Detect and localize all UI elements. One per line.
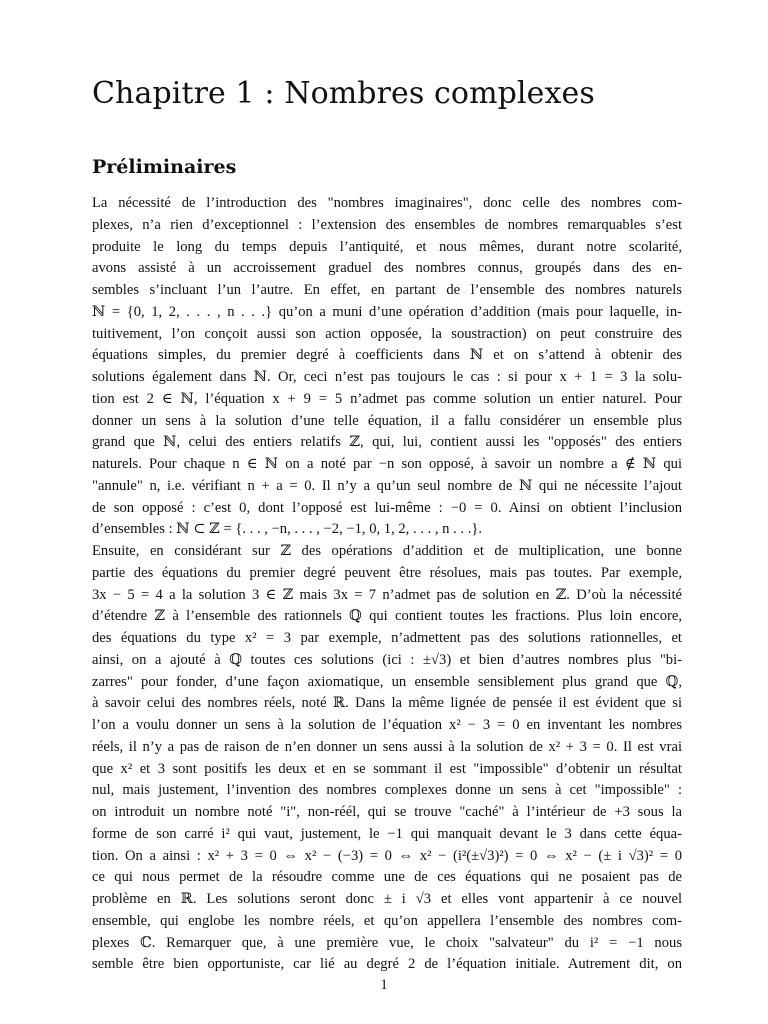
text-line: zarres" pour fonder, d’une façon axiomatique, un ensemble sensiblement plus grand que ℚ, [92, 673, 682, 690]
text-line: ce qui nous permet de la résoudre comme une de ces équations qui ne posaient pas de [92, 869, 682, 886]
text-line: réels, il n’y a pas de raison de n’en donner un sens aussi à la solution de x² + 3 = 0. Il est vrai [92, 738, 682, 755]
text-line: semble être bien opportuniste, car lié au degré 2 de l’équation initiale. Autrement dit, on [92, 956, 682, 973]
text-line: d’étendre ℤ à l’ensemble des rationnels ℚ qui contient toutes les fractions. Plus loin encore, [92, 608, 682, 625]
page-number: 1 [380, 977, 388, 993]
text-line: ℕ = {0, 1, 2, . . . , n . . .} qu’on a muni d’une opération d’addition (mais pour laquelle, in- [92, 303, 682, 320]
text-line: grand que ℕ, celui des entiers relatifs ℤ, qui, lui, contient aussi les "opposés" des entiers [92, 434, 682, 451]
text-line: 3x − 5 = 4 a la solution 3 ∈ ℤ mais 3x = 7 n’admet pas de solution en ℤ. D’où la nécessité [92, 586, 682, 603]
chapter-title: Chapitre 1 : Nombres complexes [92, 76, 595, 111]
text-line: plexes, n’a rien d’exceptionnel : l’extension des ensembles de nombres remarquables s’est [92, 216, 682, 233]
text-line: La nécessité de l’introduction des "nombres imaginaires", donc celle des nombres com- [92, 195, 682, 211]
text-line: tion. On a ainsi : x² + 3 = 0 ⇔ x² − (−3) = 0 ⇔ x² − (i²(±√3)²) = 0 ⇔ x² − (± i √3)² = 0 [92, 847, 682, 864]
text-line: forme de son carré i² qui vaut, justement, le −1 qui manquait devant le 3 dans cette équa- [92, 825, 682, 842]
text-line: ainsi, on a ajouté à ℚ toutes ces solutions (ici : ±√3) et bien d’autres nombres plus "bi- [92, 651, 682, 668]
text-line: tion est 2 ∈ ℕ, l’équation x + 9 = 5 n’admet pas comme solution un entier naturel. Pour [92, 390, 682, 407]
text-line: sembles s’incluant l’un l’autre. En effet, en partant de l’ensemble des nombres naturels [92, 282, 682, 298]
text-line: "annule" n, i.e. vérifiant n + a = 0. Il n’y a qu’un seul nombre de ℕ qui ne nécessite l’ajout [92, 477, 682, 494]
text-line: produite le long du temps depuis l’antiquité, et nous mêmes, durant notre scolarité, [92, 238, 682, 255]
text-line: solutions également dans ℕ. Or, ceci n’est pas toujours le cas : si pour x + 1 = 3 la solu- [92, 369, 682, 385]
text-line: l’on a voulu donner un sens à la solution de l’équation x² − 3 = 0 en inventant les nombres [92, 717, 682, 733]
text-line: ensemble, qui englobe les nombre réels, et qu’on appellera l’ensemble des nombres com- [92, 912, 682, 929]
text-line: d’ensembles : ℕ ⊂ ℤ = {. . . , −n, . . . , −2, −1, 0, 1, 2, . . . , n . . .}. [92, 521, 483, 538]
section-title: Préliminaires [92, 156, 237, 178]
text-line: de son opposé : c’est 0, dont l’opposé est lui-même : −0 = 0. Ainsi on obtient l’inclusion [92, 499, 682, 516]
text-line: avons assisté à un accroissement graduel des nombres connus, groupés dans des en- [92, 260, 682, 277]
text-line: plexes ℂ. Remarquer que, à une première vue, le choix "salvateur" du i² = −1 nous [92, 934, 682, 951]
text-line: on introduit un nombre noté "i", non-réél, qui se trouve "caché" à l’intérieur de +3 sous la [92, 804, 682, 820]
text-line: nul, mais justement, l’invention des nombres complexes donne un sens à cet "impossible" : [92, 782, 682, 799]
text-line: que x² et 3 sont positifs les deux et en se sommant il est "impossible" d’obtenir un résultat [92, 760, 682, 777]
text-line: des équations du type x² = 3 par exemple, n’admettent pas des solutions rationnelles, et [92, 630, 682, 646]
text-line: donner un sens à la solution d’une telle équation, il a fallu considérer un ensemble plus [92, 412, 682, 429]
text-line: Ensuite, en considérant sur ℤ des opérations d’addition et de multiplication, une bonne [92, 543, 682, 559]
text-line: à savoir celui des nombres réels, noté ℝ. Dans la même lignée de pensée il est évident que si [92, 695, 682, 712]
body-text [92, 193, 682, 976]
text-line: équations simples, du premier degré à coefficients dans ℕ et on s’attend à obtenir des [92, 347, 682, 364]
text-line: naturels. Pour chaque n ∈ ℕ on a noté par −n son opposé, à savoir un nombre a ∉ ℕ qui [92, 456, 682, 472]
text-line: partie des équations du premier degré peuvent être résolues, mais pas toutes. Par exemple, [92, 564, 682, 581]
text-line: tuitivement, l’on conçoit aussi son action opposée, la soustraction) on peut construire des [92, 325, 682, 342]
text-line: problème en ℝ. Les solutions seront donc ± i √3 et elles vont appartenir à ce nouvel [92, 891, 682, 907]
